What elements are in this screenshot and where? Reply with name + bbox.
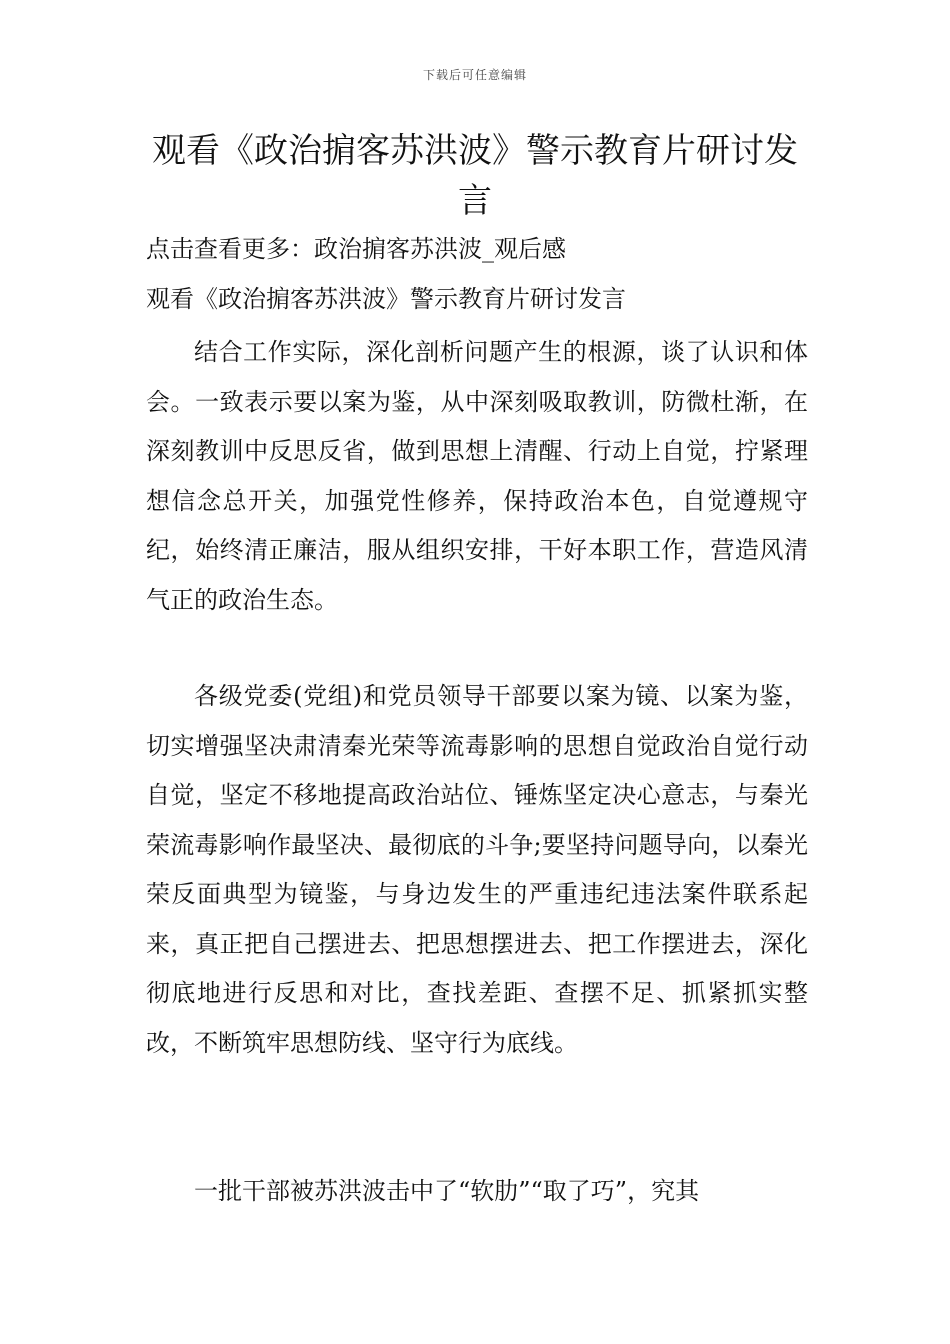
document-title: 观看《政治掮客苏洪波》警示教育片研讨发言: [152, 131, 798, 221]
paragraph-1: 结合工作实际，深化剖析问题产生的根源，谈了认识和体会。一致表示要以案为鉴，从中深刻吸取教训，防微杜渐，在深刻教训中反思反省，做到思想上清醒、行动上自觉，拧紧理想信念总开关，加强党性修养，保持政治本色，自觉遵规守纪，始终清正廉洁，服从组织安排，干好本职工作，营造风清气正的政治生态。: [146, 338, 808, 614]
paragraph-2: 各级党委(党组)和党员领导干部要以案为镜、以案为鉴，切实增强坚决肃清秦光荣等流毒影响的思想自觉政治自觉行动自觉，坚定不移地提高政治站位、锤炼坚定决心意志，与秦光荣流毒影响作最坚决、最彻底的斗争;要坚持问题导向，以秦光荣反面典型为镜鉴，与身边发生的严重违纪违法案件联系起来，真正把自己摆进去、把思想摆进去、把工作摆进去，深化彻底地进行反思和对比，查找差距、查摆不足、抓紧抓实整改，不断筑牢思想防线、坚守行为底线。: [146, 682, 808, 1057]
more-link-line[interactable]: 点击查看更多：政治掮客苏洪波_观后感: [146, 235, 566, 263]
header-note: 下载后可任意编辑: [422, 68, 527, 82]
subtitle-line: 观看《政治掮客苏洪波》警示教育片研讨发言: [146, 285, 626, 313]
paragraph-3: 一批干部被苏洪波击中了“软肋”“取了巧”，究其: [194, 1177, 700, 1205]
